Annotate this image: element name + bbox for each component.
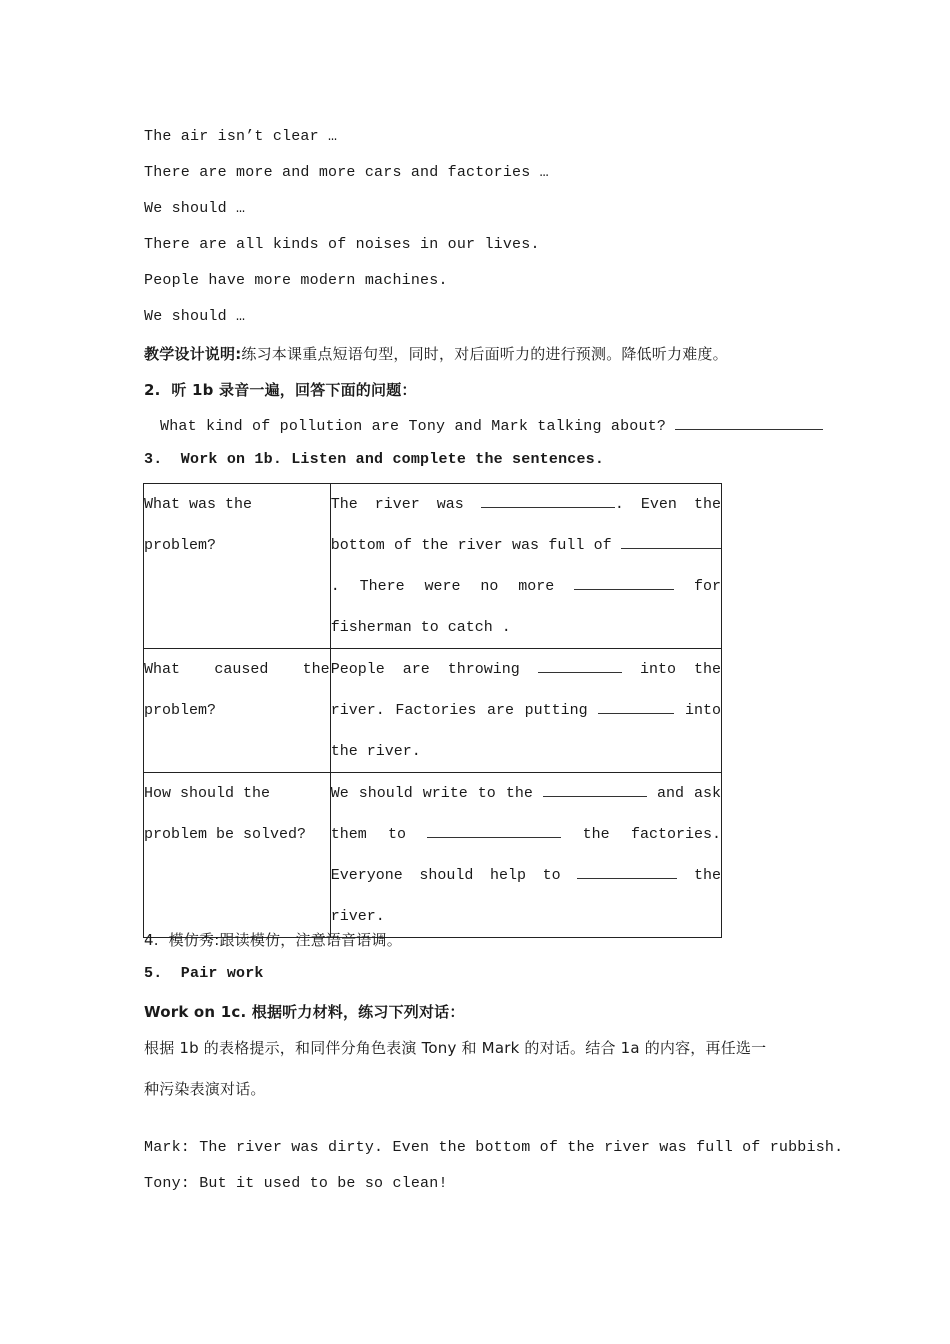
- instruction-line: 根据 1b 的表格提示，和同伴分角色表演 Tony 和 Mark 的对话。结合 1a 的内容，再任选一: [144, 1039, 767, 1057]
- design-note: [144, 343, 728, 364]
- answer-part: the factories. Everyone should help to: [330, 826, 721, 884]
- answer-part: . There were no more: [330, 578, 555, 595]
- section-4-heading: 4. 模仿秀:跟读模仿，注意语音语调。: [144, 931, 402, 949]
- instruction-line: 种污染表演对话。: [144, 1080, 266, 1098]
- text-line: The air isn’t clear …: [144, 128, 338, 145]
- answer-part: into the river.: [330, 702, 721, 760]
- section-3-heading: 3. Work on 1b. Listen and complete the sentences.: [144, 451, 605, 468]
- section-2-question: [160, 415, 823, 435]
- question-cell: [144, 484, 331, 649]
- table-row: [144, 649, 722, 773]
- answer-text: [331, 649, 721, 772]
- question-cell: [144, 649, 331, 773]
- text-line: There are all kinds of noises in our lives.: [144, 236, 540, 253]
- answer-blank[interactable]: [621, 534, 721, 549]
- answer-cell: [330, 773, 721, 938]
- text-line: We should …: [144, 308, 246, 325]
- answer-blank[interactable]: [577, 864, 677, 879]
- question-text: How should the problem be solved?: [144, 785, 307, 843]
- design-note-text: 练习本课重点短语句型，同时，对后面听力的进行预测。降低听力难度。: [241, 345, 728, 363]
- text-line: People have more modern machines.: [144, 272, 448, 289]
- dialogue-line-mark: Mark: The river was dirty. Even the bottom of the river was full of rubbish.: [144, 1139, 844, 1156]
- question-text: What was the problem?: [144, 496, 253, 554]
- question-text: What caused the problem?: [144, 661, 330, 719]
- answer-blank[interactable]: [598, 699, 674, 714]
- answer-part: the river.: [330, 867, 721, 925]
- answer-blank[interactable]: [675, 415, 823, 430]
- answer-blank[interactable]: [427, 823, 561, 838]
- table-row: [144, 773, 722, 938]
- answer-part: into the river. Factories are putting: [330, 661, 721, 719]
- answer-blank[interactable]: [538, 658, 622, 673]
- answer-blank[interactable]: [574, 575, 674, 590]
- listening-table: [143, 483, 722, 938]
- design-note-label: 教学设计说明:: [144, 345, 242, 363]
- answer-text: [331, 484, 721, 648]
- answer-part: . Even the bottom of the river was full of: [330, 496, 721, 554]
- answer-part: We should write to the: [330, 785, 533, 802]
- text-line: We should …: [144, 200, 246, 217]
- answer-cell: [330, 484, 721, 649]
- answer-text: [331, 773, 721, 937]
- answer-part: and ask them to: [330, 785, 721, 843]
- dialogue-line-tony: Tony: But it used to be so clean!: [144, 1175, 448, 1192]
- section-5-subheading: Work on 1c. 根据听力材料，练习下列对话：: [144, 1003, 465, 1021]
- table-row: [144, 484, 722, 649]
- answer-cell: [330, 649, 721, 773]
- question-text: What kind of pollution are Tony and Mark talking about?: [160, 418, 667, 435]
- answer-part: People are throwing: [330, 661, 520, 678]
- answer-part: for fisherman to catch .: [330, 578, 721, 636]
- section-5-heading: 5. Pair work: [144, 965, 264, 982]
- answer-blank[interactable]: [481, 493, 615, 508]
- text-line: There are more and more cars and factories …: [144, 164, 549, 181]
- section-2-heading: 2. 听 1b 录音一遍，回答下面的问题：: [144, 381, 417, 399]
- answer-blank[interactable]: [543, 782, 647, 797]
- answer-part: The river was: [330, 496, 464, 513]
- question-cell: [144, 773, 331, 938]
